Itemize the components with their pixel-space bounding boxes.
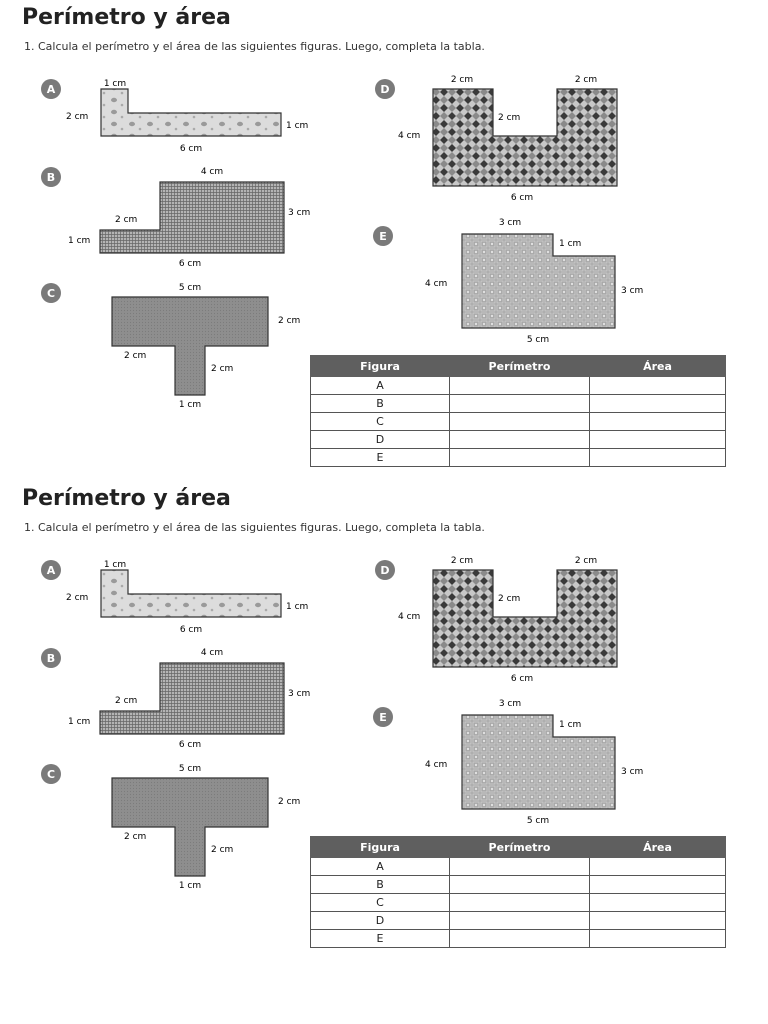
label-d-5: 6 cm	[510, 193, 534, 203]
label-d-1: 2 cm	[450, 556, 474, 566]
worksheet-1	[0, 0, 768, 480]
label-b-3: 2 cm	[115, 696, 138, 706]
label-e-4: 3 cm	[621, 286, 644, 296]
shape-a	[101, 570, 281, 617]
label-a-3: 1 cm	[286, 602, 309, 612]
badge-c-letter: C	[46, 287, 56, 300]
label-c-3: 2 cm	[124, 351, 147, 361]
perimeter-cell[interactable]	[450, 930, 590, 948]
badge-a-letter: A	[46, 564, 56, 577]
label-e-3: 4 cm	[425, 279, 448, 289]
instruction-text: 1. Calcula el perímetro y el área de las siguientes figuras. Luego, completa la tabla.	[24, 40, 485, 53]
shape-d	[433, 89, 617, 186]
table-row	[311, 395, 726, 413]
label-a-1: 1 cm	[103, 560, 127, 570]
label-b-2: 3 cm	[288, 689, 311, 699]
label-d-1: 2 cm	[450, 75, 474, 85]
badge-d-letter: D	[380, 564, 390, 577]
label-c-2: 2 cm	[278, 316, 301, 326]
perimeter-cell[interactable]	[450, 876, 590, 894]
figure-e	[373, 218, 643, 345]
label-b-2: 3 cm	[288, 208, 311, 218]
label-c-1: 5 cm	[178, 764, 202, 774]
table-row	[311, 912, 726, 930]
row-label: D	[311, 912, 450, 930]
row-label: C	[311, 413, 450, 431]
header-perimetro: Perímetro	[450, 837, 590, 858]
label-e-1: 3 cm	[498, 218, 522, 228]
shape-c	[112, 778, 268, 876]
label-d-2: 2 cm	[574, 556, 598, 566]
area-cell[interactable]	[590, 930, 726, 948]
table-row	[311, 876, 726, 894]
figure-c	[41, 764, 300, 891]
label-e-1: 3 cm	[498, 699, 522, 709]
perimeter-cell[interactable]	[450, 449, 590, 467]
row-label: D	[311, 431, 450, 449]
label-d-4: 4 cm	[398, 131, 421, 141]
perimeter-cell[interactable]	[450, 858, 590, 876]
label-d-3: 2 cm	[498, 113, 521, 123]
header-figura: Figura	[311, 356, 450, 377]
table-row	[311, 930, 726, 948]
label-d-4: 4 cm	[398, 612, 421, 622]
label-a-2: 2 cm	[66, 593, 89, 603]
label-a-1: 1 cm	[103, 79, 127, 89]
label-b-4: 1 cm	[68, 717, 91, 727]
area-cell[interactable]	[590, 858, 726, 876]
perimeter-cell[interactable]	[450, 894, 590, 912]
figure-c	[41, 283, 300, 410]
figure-a	[41, 79, 308, 154]
label-b-1: 4 cm	[200, 167, 224, 177]
shape-e	[462, 715, 615, 809]
label-c-4: 2 cm	[211, 845, 234, 855]
label-b-5: 6 cm	[178, 740, 202, 750]
area-cell[interactable]	[590, 912, 726, 930]
row-label: B	[311, 876, 450, 894]
table-row	[311, 449, 726, 467]
label-e-2: 1 cm	[559, 239, 582, 249]
figure-a	[41, 560, 308, 635]
label-e-2: 1 cm	[559, 720, 582, 730]
figure-b	[41, 167, 310, 269]
table-header-row	[311, 356, 726, 377]
table-row	[311, 413, 726, 431]
page-title: Perímetro y área	[22, 5, 231, 30]
header-area: Área	[590, 356, 726, 377]
area-cell[interactable]	[590, 377, 726, 395]
badge-b-letter: B	[46, 652, 56, 665]
label-d-5: 6 cm	[510, 674, 534, 684]
badge-e-letter: E	[379, 230, 387, 243]
area-cell[interactable]	[590, 413, 726, 431]
label-c-2: 2 cm	[278, 797, 301, 807]
label-e-3: 4 cm	[425, 760, 448, 770]
perimeter-cell[interactable]	[450, 395, 590, 413]
row-label: B	[311, 395, 450, 413]
badge-d-letter: D	[380, 83, 390, 96]
perimeter-cell[interactable]	[450, 413, 590, 431]
label-a-2: 2 cm	[66, 112, 89, 122]
area-cell[interactable]	[590, 449, 726, 467]
label-b-3: 2 cm	[115, 215, 138, 225]
header-perimetro: Perímetro	[450, 356, 590, 377]
area-cell[interactable]	[590, 894, 726, 912]
area-cell[interactable]	[590, 395, 726, 413]
instruction-text: 1. Calcula el perímetro y el área de las siguientes figuras. Luego, completa la tabla.	[24, 521, 485, 534]
label-a-3: 1 cm	[286, 121, 309, 131]
area-cell[interactable]	[590, 431, 726, 449]
label-a-4: 6 cm	[179, 144, 203, 154]
shape-c	[112, 297, 268, 395]
perimeter-cell[interactable]	[450, 377, 590, 395]
label-b-4: 1 cm	[68, 236, 91, 246]
row-label: A	[311, 377, 450, 395]
badge-e-letter: E	[379, 711, 387, 724]
label-c-1: 5 cm	[178, 283, 202, 293]
perimeter-cell[interactable]	[450, 431, 590, 449]
label-d-3: 2 cm	[498, 594, 521, 604]
worksheet-2	[0, 481, 768, 961]
badge-c-letter: C	[46, 768, 56, 781]
label-c-3: 2 cm	[124, 832, 147, 842]
row-label: A	[311, 858, 450, 876]
row-label: E	[311, 449, 450, 467]
label-a-4: 6 cm	[179, 625, 203, 635]
label-e-4: 3 cm	[621, 767, 644, 777]
label-e-5: 5 cm	[526, 335, 550, 345]
table-row	[311, 894, 726, 912]
row-label: C	[311, 894, 450, 912]
badge-b-letter: B	[46, 171, 56, 184]
shape-e	[462, 234, 615, 328]
table-row	[311, 858, 726, 876]
table-row	[311, 431, 726, 449]
figure-e	[373, 699, 643, 826]
page-title: Perímetro y área	[22, 486, 231, 511]
label-b-5: 6 cm	[178, 259, 202, 269]
label-b-1: 4 cm	[200, 648, 224, 658]
area-cell[interactable]	[590, 876, 726, 894]
badge-a-letter: A	[46, 83, 56, 96]
table-row	[311, 377, 726, 395]
figure-d	[375, 75, 617, 203]
figure-b	[41, 648, 310, 750]
header-area: Área	[590, 837, 726, 858]
label-e-5: 5 cm	[526, 816, 550, 826]
label-c-5: 1 cm	[178, 881, 202, 891]
figure-d	[375, 556, 617, 684]
header-figura: Figura	[311, 837, 450, 858]
label-d-2: 2 cm	[574, 75, 598, 85]
perimeter-cell[interactable]	[450, 912, 590, 930]
shape-a	[101, 89, 281, 136]
answer-table	[310, 836, 726, 948]
label-c-5: 1 cm	[178, 400, 202, 410]
row-label: E	[311, 930, 450, 948]
label-c-4: 2 cm	[211, 364, 234, 374]
shape-d	[433, 570, 617, 667]
table-header-row	[311, 837, 726, 858]
answer-table	[310, 355, 726, 467]
